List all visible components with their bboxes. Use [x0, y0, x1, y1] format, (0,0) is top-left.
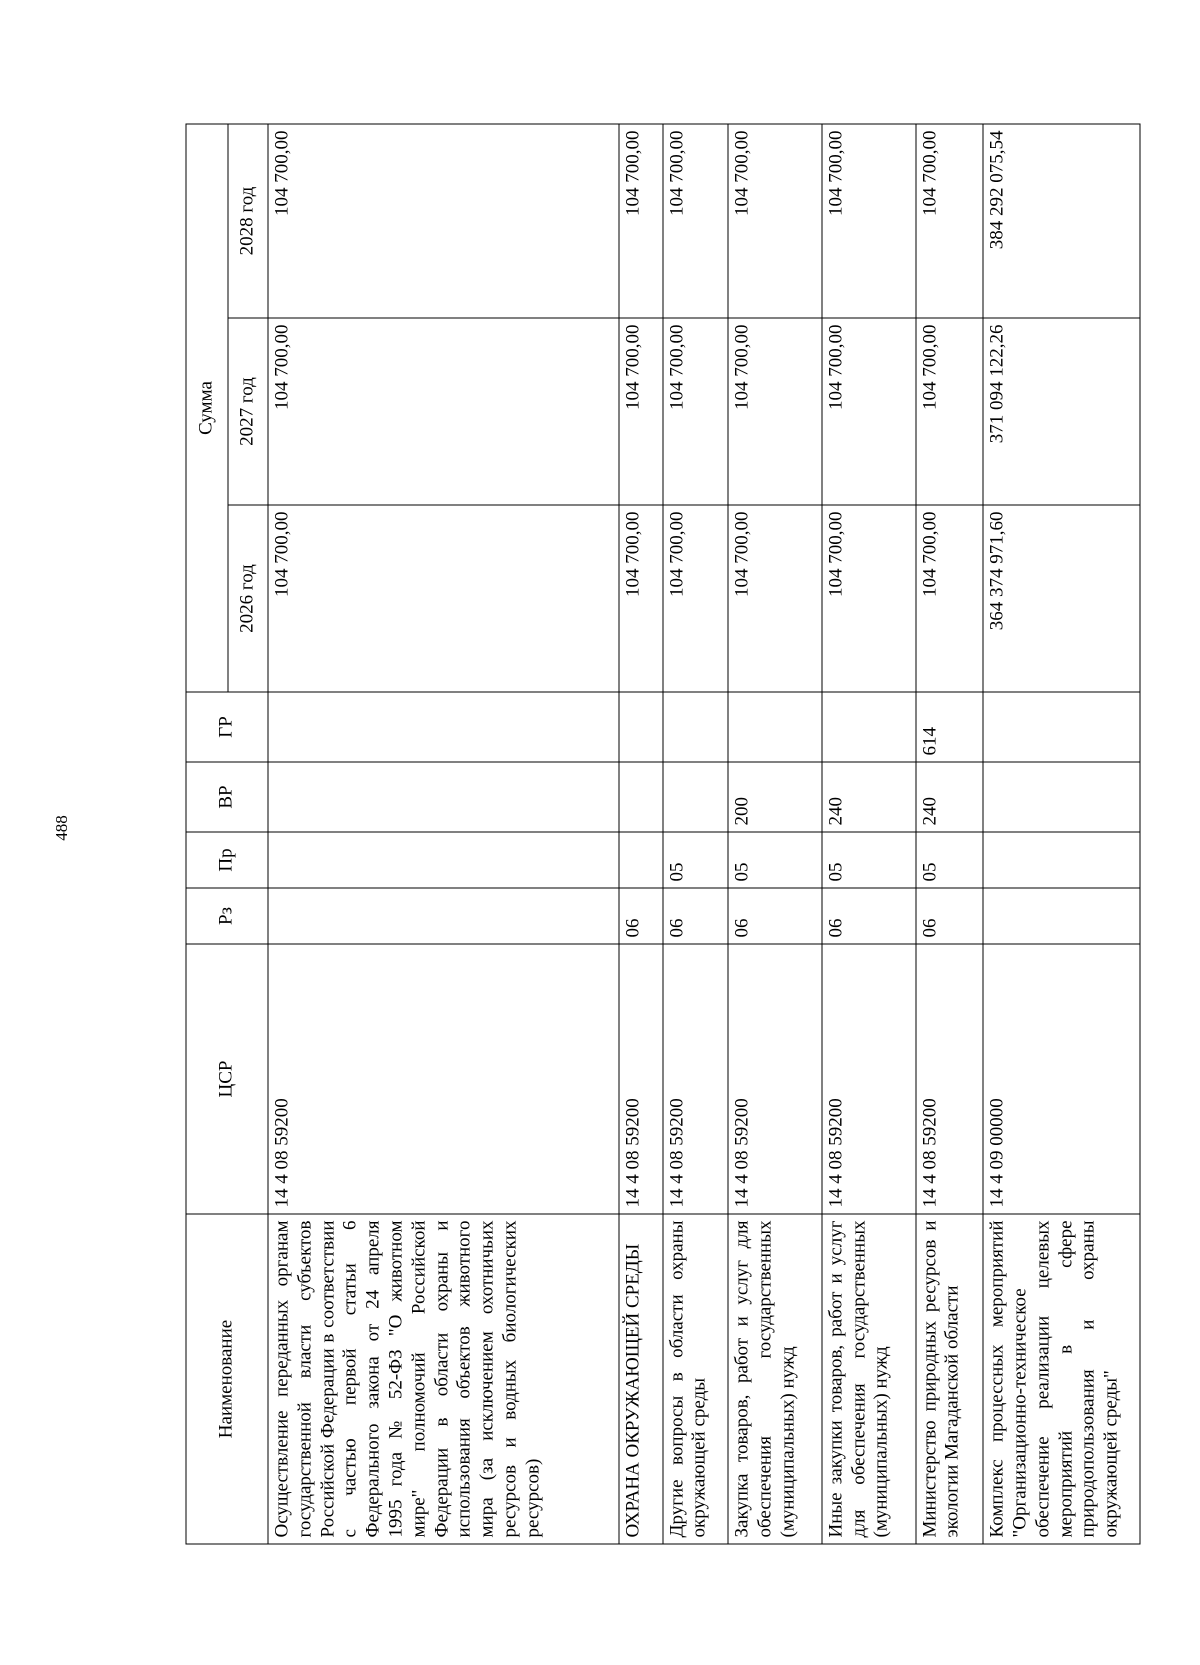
row-vr: 240 — [916, 762, 984, 832]
header-csr: ЦСР — [186, 944, 268, 1214]
table-row — [822, 124, 916, 1544]
row-csr: 14 4 08 59200 — [822, 944, 916, 1214]
row-rz: 06 — [916, 888, 984, 944]
header-year-2026: 2026 год — [228, 505, 268, 692]
row-vr — [983, 762, 1140, 832]
row-sum-2028: 104 700,00 — [619, 124, 663, 318]
header-vr: ВР — [186, 762, 268, 832]
table-row — [916, 124, 984, 1544]
header-name: Наименование — [186, 1214, 268, 1544]
row-sum-2028: 104 700,00 — [663, 124, 728, 318]
header-gr: ГР — [186, 692, 268, 762]
row-csr: 14 4 08 59200 — [663, 944, 728, 1214]
row-name: Иные закупки товаров, работ и услуг для обеспечения государственных (муниципальных) нужд — [822, 1214, 916, 1544]
table-row — [663, 124, 728, 1544]
row-name: Осуществление переданных органам государственной власти субъектов Российской Федерации в соответствии с частью первой статьи 6 Федерального закона от 24 апреля 1995 года № 52-ФЗ "О животном мире" полномочий Российской Федерации в области охраны и использования объектов животного мира (за исключением охотничьих ресурсов и водных биологических ресурсов) — [268, 1214, 619, 1544]
row-sum-2027: 104 700,00 — [822, 318, 916, 505]
row-gr — [822, 692, 916, 762]
row-sum-2027: 104 700,00 — [268, 318, 619, 505]
row-sum-2026: 104 700,00 — [916, 505, 984, 692]
row-gr — [619, 692, 663, 762]
row-vr — [619, 762, 663, 832]
row-rz: 06 — [728, 888, 822, 944]
table-row — [268, 124, 619, 1544]
row-rz — [983, 888, 1140, 944]
header-rz: Рз — [186, 888, 268, 944]
row-sum-2028: 104 700,00 — [728, 124, 822, 318]
row-name: Другие вопросы в области охраны окружающей среды — [663, 1214, 728, 1544]
table-row — [728, 124, 822, 1544]
row-sum-2027: 104 700,00 — [728, 318, 822, 505]
row-sum-2028: 384 292 075,54 — [983, 124, 1140, 318]
page-number: 488 — [52, 815, 71, 841]
row-sum-2026: 104 700,00 — [728, 505, 822, 692]
row-vr: 240 — [822, 762, 916, 832]
row-gr: 614 — [916, 692, 984, 762]
header-year-2027: 2027 год — [228, 318, 268, 505]
row-pr — [268, 832, 619, 888]
row-rz: 06 — [619, 888, 663, 944]
row-sum-2027: 104 700,00 — [663, 318, 728, 505]
row-sum-2026: 104 700,00 — [822, 505, 916, 692]
row-vr — [663, 762, 728, 832]
row-csr: 14 4 08 59200 — [268, 944, 619, 1214]
row-name: Закупка товаров, работ и услуг для обеспечения государственных (муниципальных) нужд — [728, 1214, 822, 1544]
row-csr: 14 4 08 59200 — [619, 944, 663, 1214]
table-row — [619, 124, 663, 1544]
row-sum-2028: 104 700,00 — [916, 124, 984, 318]
row-name: ОХРАНА ОКРУЖАЮЩЕЙ СРЕДЫ — [619, 1214, 663, 1544]
row-pr — [619, 832, 663, 888]
row-gr — [728, 692, 822, 762]
row-rz: 06 — [663, 888, 728, 944]
budget-table — [186, 123, 1141, 1544]
row-vr: 200 — [728, 762, 822, 832]
row-vr — [268, 762, 619, 832]
row-sum-2028: 104 700,00 — [822, 124, 916, 318]
row-rz: 06 — [822, 888, 916, 944]
row-sum-2027: 104 700,00 — [916, 318, 984, 505]
row-pr — [983, 832, 1140, 888]
row-pr: 05 — [822, 832, 916, 888]
row-csr: 14 4 08 59200 — [916, 944, 984, 1214]
row-pr: 05 — [663, 832, 728, 888]
row-sum-2026: 364 374 971,60 — [983, 505, 1140, 692]
header-year-2028: 2028 год — [228, 124, 268, 318]
row-sum-2026: 104 700,00 — [663, 505, 728, 692]
row-gr — [268, 692, 619, 762]
row-name: Комплекс процессных мероприятий "Организационно-техническое обеспечение реализации целевых мероприятий в сфере природопользования и охраны окружающей среды" — [983, 1214, 1140, 1544]
row-csr: 14 4 09 00000 — [983, 944, 1140, 1214]
header-pr: Пр — [186, 832, 268, 888]
table-row-total — [983, 124, 1140, 1544]
row-sum-2026: 104 700,00 — [268, 505, 619, 692]
row-gr — [983, 692, 1140, 762]
row-gr — [663, 692, 728, 762]
row-pr: 05 — [916, 832, 984, 888]
row-csr: 14 4 08 59200 — [728, 944, 822, 1214]
row-sum-2027: 371 094 122,26 — [983, 318, 1140, 505]
row-name: Министерство природных ресурсов и экологии Магаданской области — [916, 1214, 984, 1544]
row-rz — [268, 888, 619, 944]
row-sum-2027: 104 700,00 — [619, 318, 663, 505]
header-sum: Сумма — [186, 124, 228, 692]
row-pr: 05 — [728, 832, 822, 888]
row-sum-2028: 104 700,00 — [268, 124, 619, 318]
rotated-table-sheet — [186, 125, 1141, 1545]
row-sum-2026: 104 700,00 — [619, 505, 663, 692]
